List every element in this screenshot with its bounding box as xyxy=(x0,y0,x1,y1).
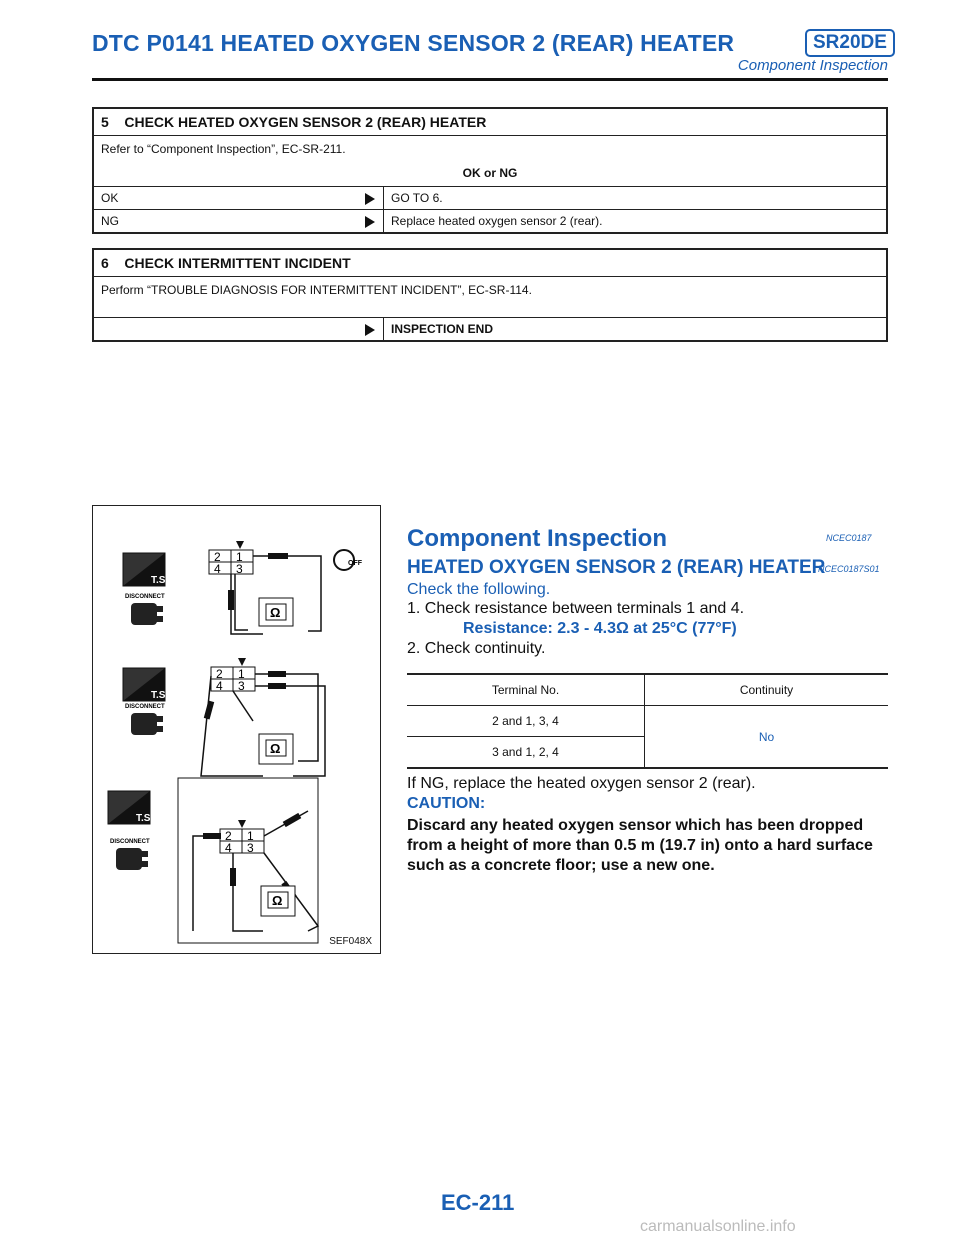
ts-label: T.S. xyxy=(151,690,169,701)
ohm-icon: Ω xyxy=(272,893,283,908)
header-continuity: Continuity xyxy=(739,683,794,697)
step5-number: 5 xyxy=(101,114,109,130)
disconnect-label: DISCONNECT xyxy=(125,594,165,600)
connector-icon xyxy=(116,848,148,870)
step6-title: CHECK INTERMITTENT INCIDENT xyxy=(124,255,351,271)
continuity-cell: No xyxy=(645,706,889,769)
terminal-cell: 3 and 1, 2, 4 xyxy=(407,737,645,769)
off-label: OFF xyxy=(348,560,362,567)
engine-badge: SR20DE xyxy=(805,29,895,57)
section-subtitle: HEATED OXYGEN SENSOR 2 (REAR) HEATER xyxy=(407,557,826,578)
terminal-label: 2 xyxy=(225,829,232,843)
step5-body xyxy=(93,136,887,187)
step5-action: Replace heated oxygen sensor 2 (rear). xyxy=(384,210,888,234)
step5-instruction: Refer to “Component Inspection”, EC-SR-211. xyxy=(101,142,346,156)
step-2-text: 2. Check continuity. xyxy=(407,640,546,657)
page-header-title: DTC P0141 HEATED OXYGEN SENSOR 2 (REAR) HEATER xyxy=(92,30,735,56)
arrow-right-icon xyxy=(365,216,375,228)
step6-header xyxy=(93,249,887,277)
ts-label: T.S. xyxy=(136,813,154,824)
diagram-row-2 xyxy=(123,658,325,776)
figure-code: SEF048X xyxy=(329,936,372,947)
step5-header xyxy=(93,108,887,136)
component-inspection-title: Component Inspection xyxy=(407,525,667,552)
terminal-label: 4 xyxy=(214,562,221,576)
step5-row-ng xyxy=(93,210,887,234)
arrow-right-icon xyxy=(365,193,375,205)
disconnect-label: DISCONNECT xyxy=(110,839,150,845)
section-subtitle-code: NCEC0187S01 xyxy=(818,564,880,574)
wiring-diagram-figure xyxy=(92,505,381,954)
continuity-table-header xyxy=(407,674,888,706)
if-ng-text: If NG, replace the heated oxygen sensor 2 (rear). xyxy=(407,775,756,792)
ohm-icon: Ω xyxy=(270,741,281,756)
table-row xyxy=(407,706,888,737)
ts-label: T.S. xyxy=(151,575,169,586)
step5-table xyxy=(92,107,888,234)
terminal-label: 2 xyxy=(216,667,223,681)
terminal-label: 2 xyxy=(214,550,221,564)
step5-result: NG xyxy=(93,210,268,234)
terminal-label: 1 xyxy=(247,829,254,843)
arrow-right-icon xyxy=(365,324,375,336)
terminal-label: 1 xyxy=(236,550,243,564)
disconnect-label: DISCONNECT xyxy=(125,704,165,710)
header-rule xyxy=(92,78,888,81)
step6-instruction: Perform “TROUBLE DIAGNOSIS FOR INTERMITTENT INCIDENT”, EC-SR-114. xyxy=(93,277,887,318)
diagram-row-3 xyxy=(108,778,318,943)
ohm-icon: Ω xyxy=(270,605,281,620)
diagram-row-1 xyxy=(123,541,363,634)
step-1-text: 1. Check resistance between terminals 1 and 4. xyxy=(407,600,745,617)
terminal-label: 1 xyxy=(238,667,245,681)
caution-text: Discard any heated oxygen sensor which has been dropped from a height of more than 0.5 m (19.7 in) onto a hard surface such as a concrete floor; use a new one. xyxy=(407,817,873,874)
step5-action: GO TO 6. xyxy=(384,187,888,210)
page-number: EC-211 xyxy=(441,1190,515,1215)
terminal-label: 4 xyxy=(216,679,223,693)
terminal-label: 3 xyxy=(247,841,254,855)
resistance-spec: Resistance: 2.3 - 4.3Ω at 25°C (77°F) xyxy=(463,620,737,637)
step5-result: OK xyxy=(93,187,268,210)
connector-icon xyxy=(131,713,163,735)
step5-okng: OK or NG xyxy=(462,166,518,180)
terminal-label: 3 xyxy=(238,679,245,693)
page-header-subtitle: Component Inspection xyxy=(737,57,888,74)
terminal-cell: 2 and 1, 3, 4 xyxy=(407,706,645,737)
component-inspection-code: NCEC0187 xyxy=(826,533,872,543)
step6-number: 6 xyxy=(101,255,109,271)
caution-label: CAUTION: xyxy=(407,795,486,812)
terminal-label: 4 xyxy=(225,841,232,855)
step6-table xyxy=(92,248,888,342)
continuity-table xyxy=(407,673,888,769)
step6-end: INSPECTION END xyxy=(384,318,888,342)
wiring-diagram xyxy=(93,506,380,953)
watermark-site: carmanualsonline.info xyxy=(640,1218,796,1235)
terminal-label: 3 xyxy=(236,562,243,576)
connector-icon xyxy=(131,603,163,625)
step5-title: CHECK HEATED OXYGEN SENSOR 2 (REAR) HEATER xyxy=(124,114,487,130)
step5-row-ok xyxy=(93,187,887,210)
header-terminal: Terminal No. xyxy=(407,674,645,706)
check-following-text: Check the following. xyxy=(407,581,551,598)
